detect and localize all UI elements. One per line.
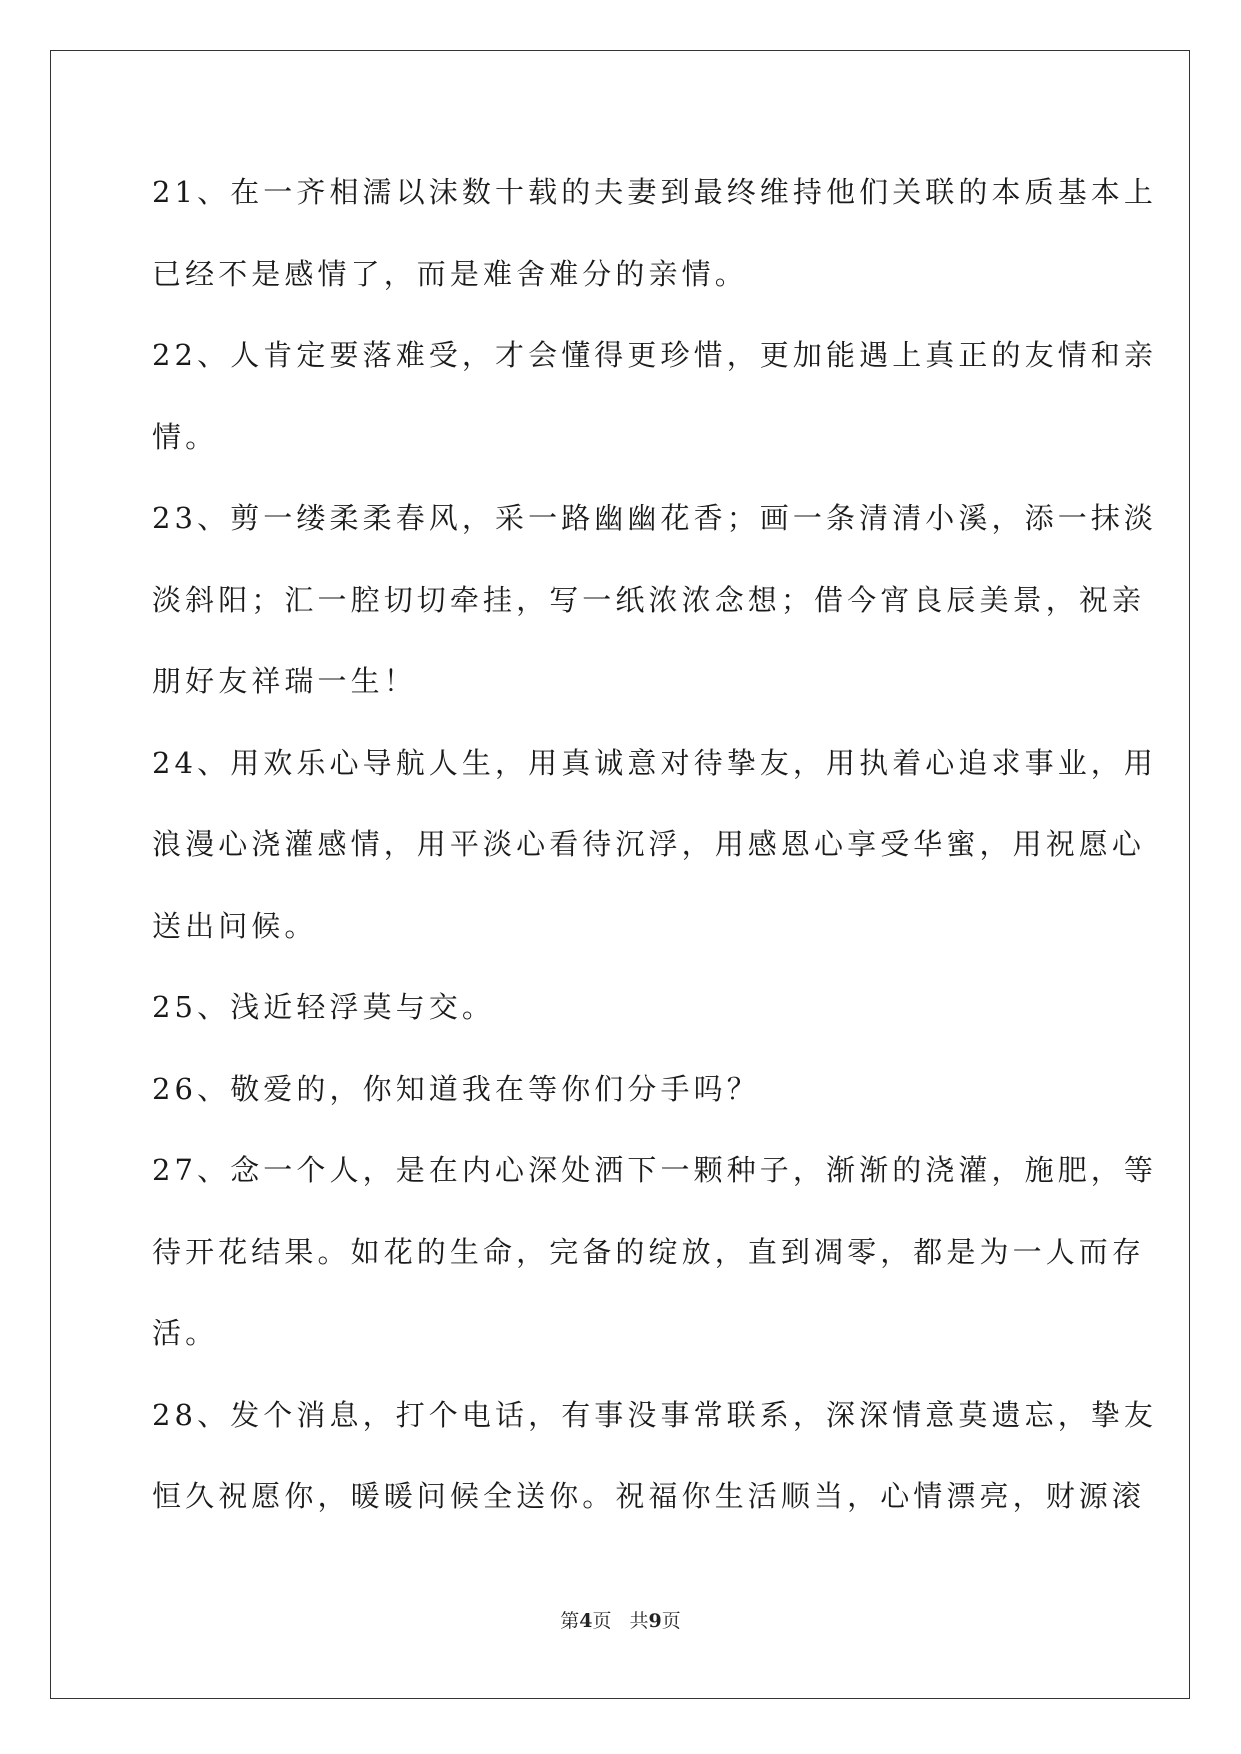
paragraph bbox=[152, 1375, 1158, 1538]
paragraph-line: 活。 bbox=[152, 1316, 219, 1350]
paragraph-line: 25、浅近轻浮莫与交。 bbox=[152, 990, 496, 1024]
paragraph-line: 已经不是感情了，而是难舍难分的亲情。 bbox=[152, 256, 748, 291]
paragraph bbox=[152, 967, 1092, 1049]
paragraph-line: 淡斜阳；汇一腔切切牵挂，写一纸浓浓念想；借今宵良辰美景，祝亲 bbox=[152, 582, 1146, 617]
paragraph-line: 26、敬爱的，你知道我在等你们分手吗？ bbox=[152, 1071, 760, 1106]
footer-page-suffix: 页 bbox=[592, 1610, 612, 1632]
paragraph-line: 待开花结果。如花的生命，完备的绽放，直到凋零，都是为一人而存 bbox=[152, 1234, 1146, 1269]
paragraph-line: 22、人肯定要落难受，才会懂得更珍惜，更加能遇上真正的友情和亲 bbox=[152, 338, 1158, 372]
footer-total-suffix: 页 bbox=[661, 1610, 681, 1632]
paragraph-line: 朋好友祥瑞一生！ bbox=[152, 664, 417, 698]
paragraph-line: 浪漫心浇灌感情，用平淡心看待沉浮，用感恩心享受华蜜，用祝愿心 bbox=[152, 827, 1146, 861]
current-page-number: 4 bbox=[579, 1610, 593, 1632]
paragraph bbox=[152, 1130, 1158, 1375]
paragraph bbox=[152, 723, 1158, 968]
paragraph bbox=[152, 478, 1158, 723]
paragraph bbox=[152, 152, 1158, 315]
paragraph-line: 21、在一齐相濡以沫数十载的夫妻到最终维持他们关联的本质基本上 bbox=[152, 175, 1158, 209]
paragraph-line: 27、念一个人，是在内心深处洒下一颗种子，渐渐的浇灌，施肥，等 bbox=[152, 1153, 1158, 1187]
paragraph-line: 24、用欢乐心导航人生，用真诚意对待挚友，用执着心追求事业，用 bbox=[152, 745, 1158, 780]
footer-prefix: 第 bbox=[560, 1610, 580, 1632]
paragraph-line: 情。 bbox=[152, 419, 219, 454]
document-body bbox=[152, 152, 1158, 1538]
paragraph-line: 23、剪一缕柔柔春风，采一路幽幽花香；画一条清清小溪，添一抹淡 bbox=[152, 501, 1158, 535]
paragraph-line: 恒久祝愿你，暖暖问候全送你。祝福你生活顺当，心情漂亮，财源滚 bbox=[152, 1479, 1146, 1513]
paragraph bbox=[152, 1049, 1092, 1131]
paragraph bbox=[152, 315, 1158, 478]
page-footer bbox=[0, 1606, 1241, 1633]
total-page-number: 9 bbox=[648, 1610, 662, 1632]
paragraph-line: 28、发个消息，打个电话，有事没事常联系，深深情意莫遗忘，挚友 bbox=[152, 1397, 1158, 1432]
paragraph-line: 送出问候。 bbox=[152, 908, 318, 943]
footer-total-prefix: 共 bbox=[629, 1610, 649, 1632]
